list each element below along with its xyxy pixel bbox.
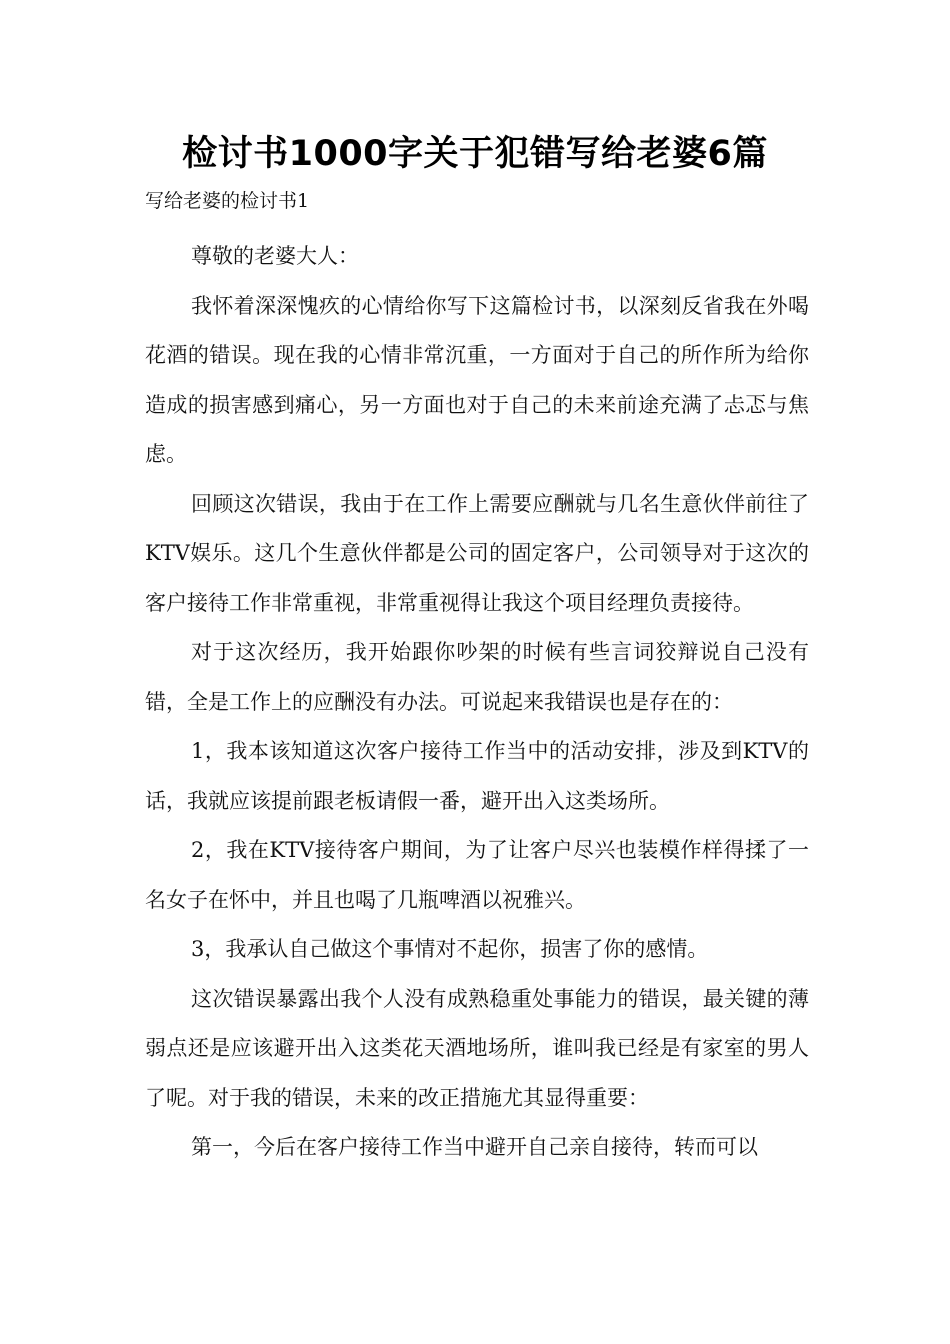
paragraph: 这次错误暴露出我个人没有成熟稳重处事能力的错误，最关键的薄弱点还是应该避开出入这类花天酒地场所，谁叫我已经是有家室的男人了呢。对于我的错误，未来的改正措施尤其显得重要：	[145, 986, 809, 1110]
paragraph: 回顾这次错误，我由于在工作上需要应酬就与几名生意伙伴前往了KTV娱乐。这几个生意伙伴都是公司的固定客户，公司领导对于这次的客户接待工作非常重视，非常重视得让我这个项目经理负责接待。	[145, 491, 809, 615]
paragraph: 第一，今后在客户接待工作当中避开自己亲自接待，转而可以	[191, 1135, 758, 1159]
paragraph-salutation: 尊敬的老婆大人：	[191, 244, 359, 268]
list-item-paragraph: 3，我承认自己做这个事情对不起你，损害了你的感情。	[191, 937, 709, 961]
document-title: 检讨书1000字关于犯错写给老婆6篇	[182, 134, 768, 174]
list-item-paragraph: 1，我本该知道这次客户接待工作当中的活动安排，涉及到KTV的话，我就应该提前跟老板请假一番，避开出入这类场所。	[145, 739, 809, 813]
list-item-paragraph: 2，我在KTV接待客户期间，为了让客户尽兴也装模作样得揉了一名女子在怀中，并且也喝了几瓶啤酒以祝雅兴。	[145, 838, 809, 912]
section-heading: 写给老婆的检讨书1	[145, 190, 310, 212]
document-body	[145, 232, 809, 1173]
paragraph: 对于这次经历，我开始跟你吵架的时候有些言词狡辩说自己没有错，全是工作上的应酬没有办法。可说起来我错误也是存在的：	[145, 640, 809, 714]
paragraph: 我怀着深深愧疚的心情给你写下这篇检讨书，以深刻反省我在外喝花酒的错误。现在我的心情非常沉重，一方面对于自己的所作所为给你造成的损害感到痛心，另一方面也对于自己的未来前途充满了忐忑与焦虑。	[145, 293, 809, 466]
